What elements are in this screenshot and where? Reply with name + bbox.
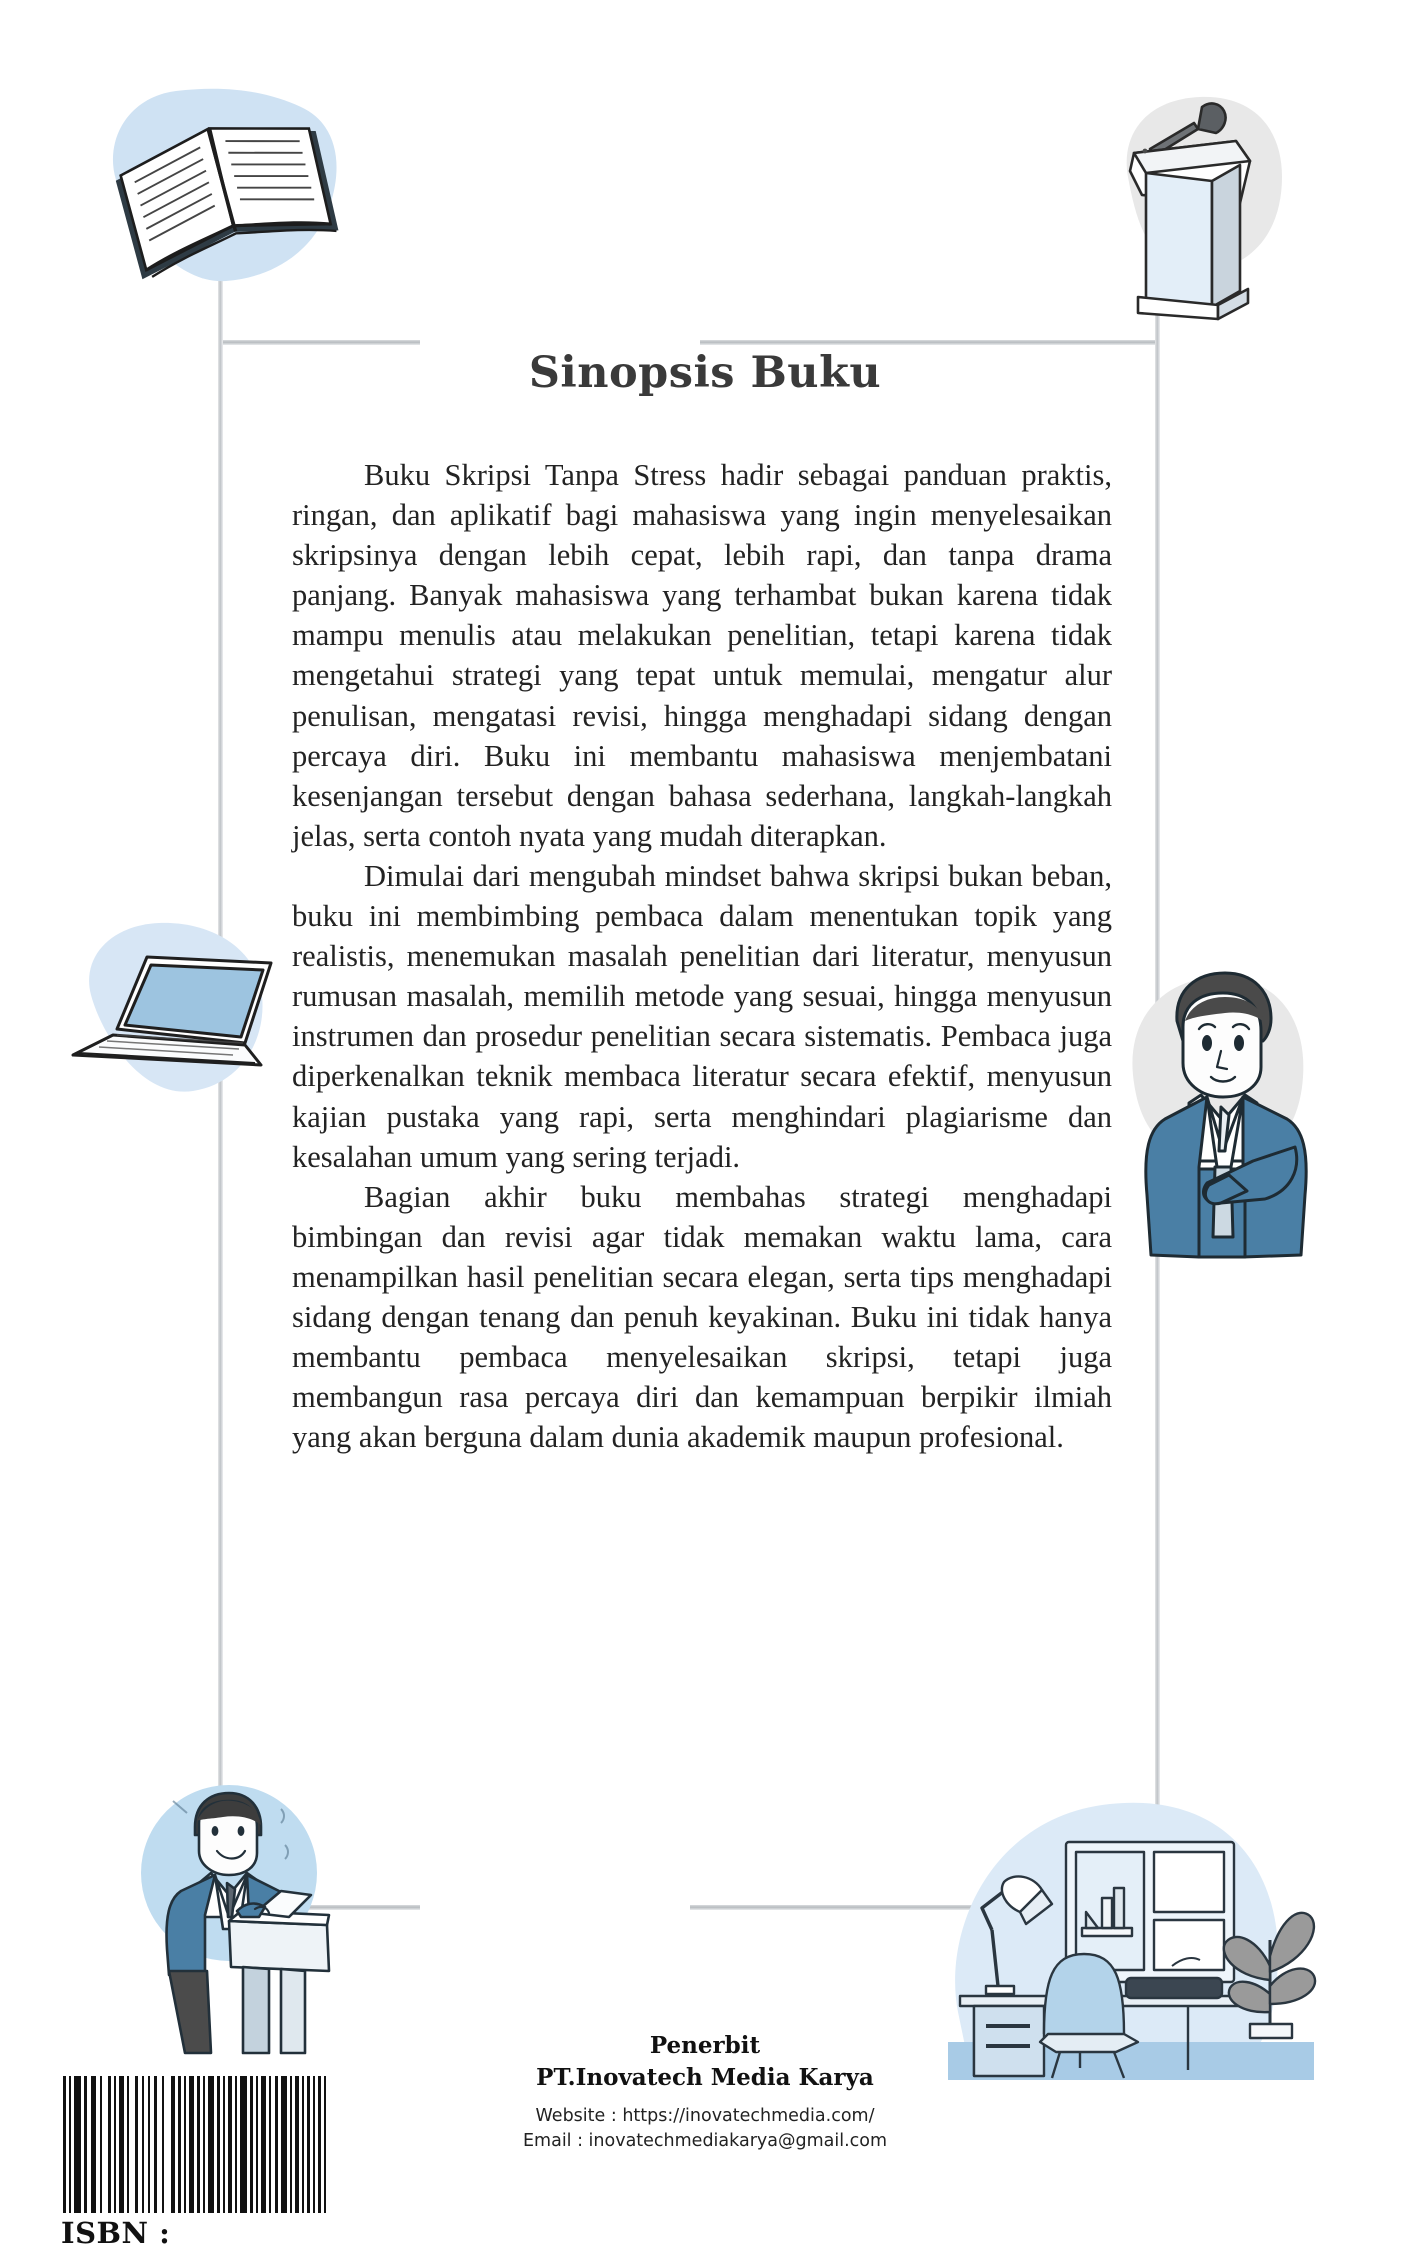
publisher-website: Website : https://inovatechmedia.com/ (535, 2106, 875, 2126)
podium-microphone-illustration (1090, 85, 1320, 325)
page-title-container (0, 348, 1410, 398)
synopsis-paragraph-3: Bagian akhir buku membahas strategi menghadapi bimbingan dan revisi agar tidak memakan waktu lama, cara menampilkan hasil penelitian secara elegan, serta tips menghadapi sidang dengan tenang dan penuh keyakinan. Buku ini tidak hanya membantu pembaca menyelesaikan skripsi, tetapi juga membangun rasa percaya diri dan kemampuan berpikir ilmiah yang akan berguna dalam dunia akademik maupun profesional. (292, 1179, 1112, 1455)
frame-line-top-left (220, 340, 420, 345)
publisher-label: Penerbit (649, 2032, 761, 2059)
isbn-barcode-block (61, 2076, 329, 2250)
open-book-illustration (98, 85, 348, 285)
publisher-name: PT.Inovatech Media Karya (536, 2063, 874, 2091)
thinking-man-illustration (1125, 955, 1340, 1265)
synopsis-body (292, 455, 1112, 1457)
isbn-label: ISBN : (61, 2216, 171, 2250)
publisher-email: Email : inovatechmediakarya@gmail.com (522, 2131, 888, 2152)
synopsis-paragraph-2: Dimulai dari mengubah mindset bahwa skripsi bukan beban, buku ini membimbing pembaca dalam menentukan topik yang realistis, menemukan masalah penelitian dari literatur, menyusun rumusan masalah, memilih metode yang sesuai, hingga menyusun instrumen dan prosedur penelitian secara sistematis. Pembaca juga diperkenalkan teknik membaca literatur secara efektif, menyusun kajian pustaka yang rapi, serta menghindari plagiarisme dan kesalahan umum yang sering terjadi. (292, 858, 1112, 1174)
barcode-image (61, 2076, 329, 2213)
frame-line-top-right (700, 340, 1160, 345)
speaker-podium-illustration (133, 1765, 348, 2055)
page-title: Sinopsis Buku (528, 348, 882, 398)
laptop-illustration (55, 915, 300, 1110)
synopsis-paragraph-1: Buku Skripsi Tanpa Stress hadir sebagai panduan praktis, ringan, dan aplikatif bagi mahasiswa yang ingin menyelesaikan skripsinya dengan lebih cepat, lebih rapi, dan tanpa drama panjang. Banyak mahasiswa yang terhambat bukan karena tidak mampu menulis atau melakukan penelitian, tetapi karena tidak mengetahui strategi yang tepat untuk memulai, mengatur alur penulisan, mengatasi revisi, hingga menghadapi sidang dengan percaya diri. Buku ini membantu mahasiswa menjembatani kesenjangan tersebut dengan bahasa sederhana, langkah-langkah jelas, serta contoh nyata yang mudah diterapkan. (292, 458, 1112, 853)
